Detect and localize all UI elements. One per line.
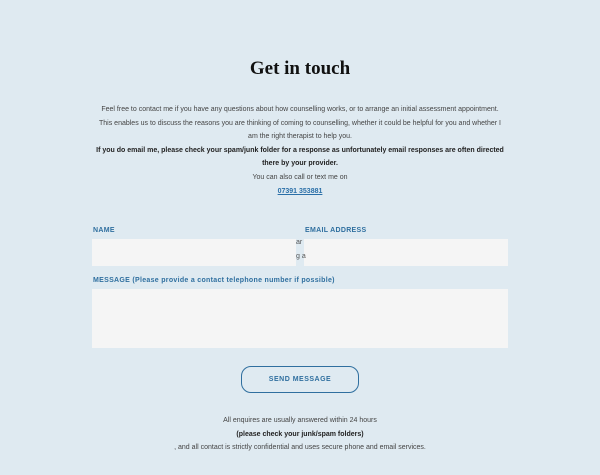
message-textarea[interactable]	[92, 289, 508, 348]
name-label: NAME	[93, 227, 115, 234]
page-title: Get in touch	[249, 58, 351, 79]
send-message-button[interactable]: SEND MESSAGE	[241, 366, 359, 393]
email-label: EMAIL ADDRESS	[305, 227, 367, 234]
message-label: MESSAGE (Please provide a contact telephone number if possible)	[93, 277, 335, 284]
spam-note: If you do email me, please check your spam/junk folder for a response as unfortunately email responses are often directed there by your provider.	[96, 146, 504, 168]
field-overflow-text	[296, 236, 306, 264]
intro-text	[95, 103, 505, 198]
phone-link[interactable]: 07391 353881	[277, 187, 323, 195]
overflow-line-2: g a	[296, 253, 306, 260]
email-input[interactable]	[304, 239, 508, 266]
junk-folder-note: (please check your junk/spam folders)	[236, 430, 364, 438]
confidentiality-note: , and all contact is strictly confidential and uses secure phone and email services.	[174, 444, 426, 451]
name-input[interactable]	[92, 239, 296, 266]
call-text: You can also call or text me on	[252, 173, 348, 181]
intro-paragraph: Feel free to contact me if you have any questions about how counselling works, or to arrange an initial assessment appointment. This enables us to discuss the reasons you are thinking of coming to counselling, whether it could be helpful for you and whether I am the right therapist to help you.	[99, 106, 501, 141]
footer-text	[0, 414, 600, 455]
response-time-note: All enquires are usually answered within 24 hours	[223, 417, 377, 424]
overflow-line-1: ar	[296, 239, 303, 246]
